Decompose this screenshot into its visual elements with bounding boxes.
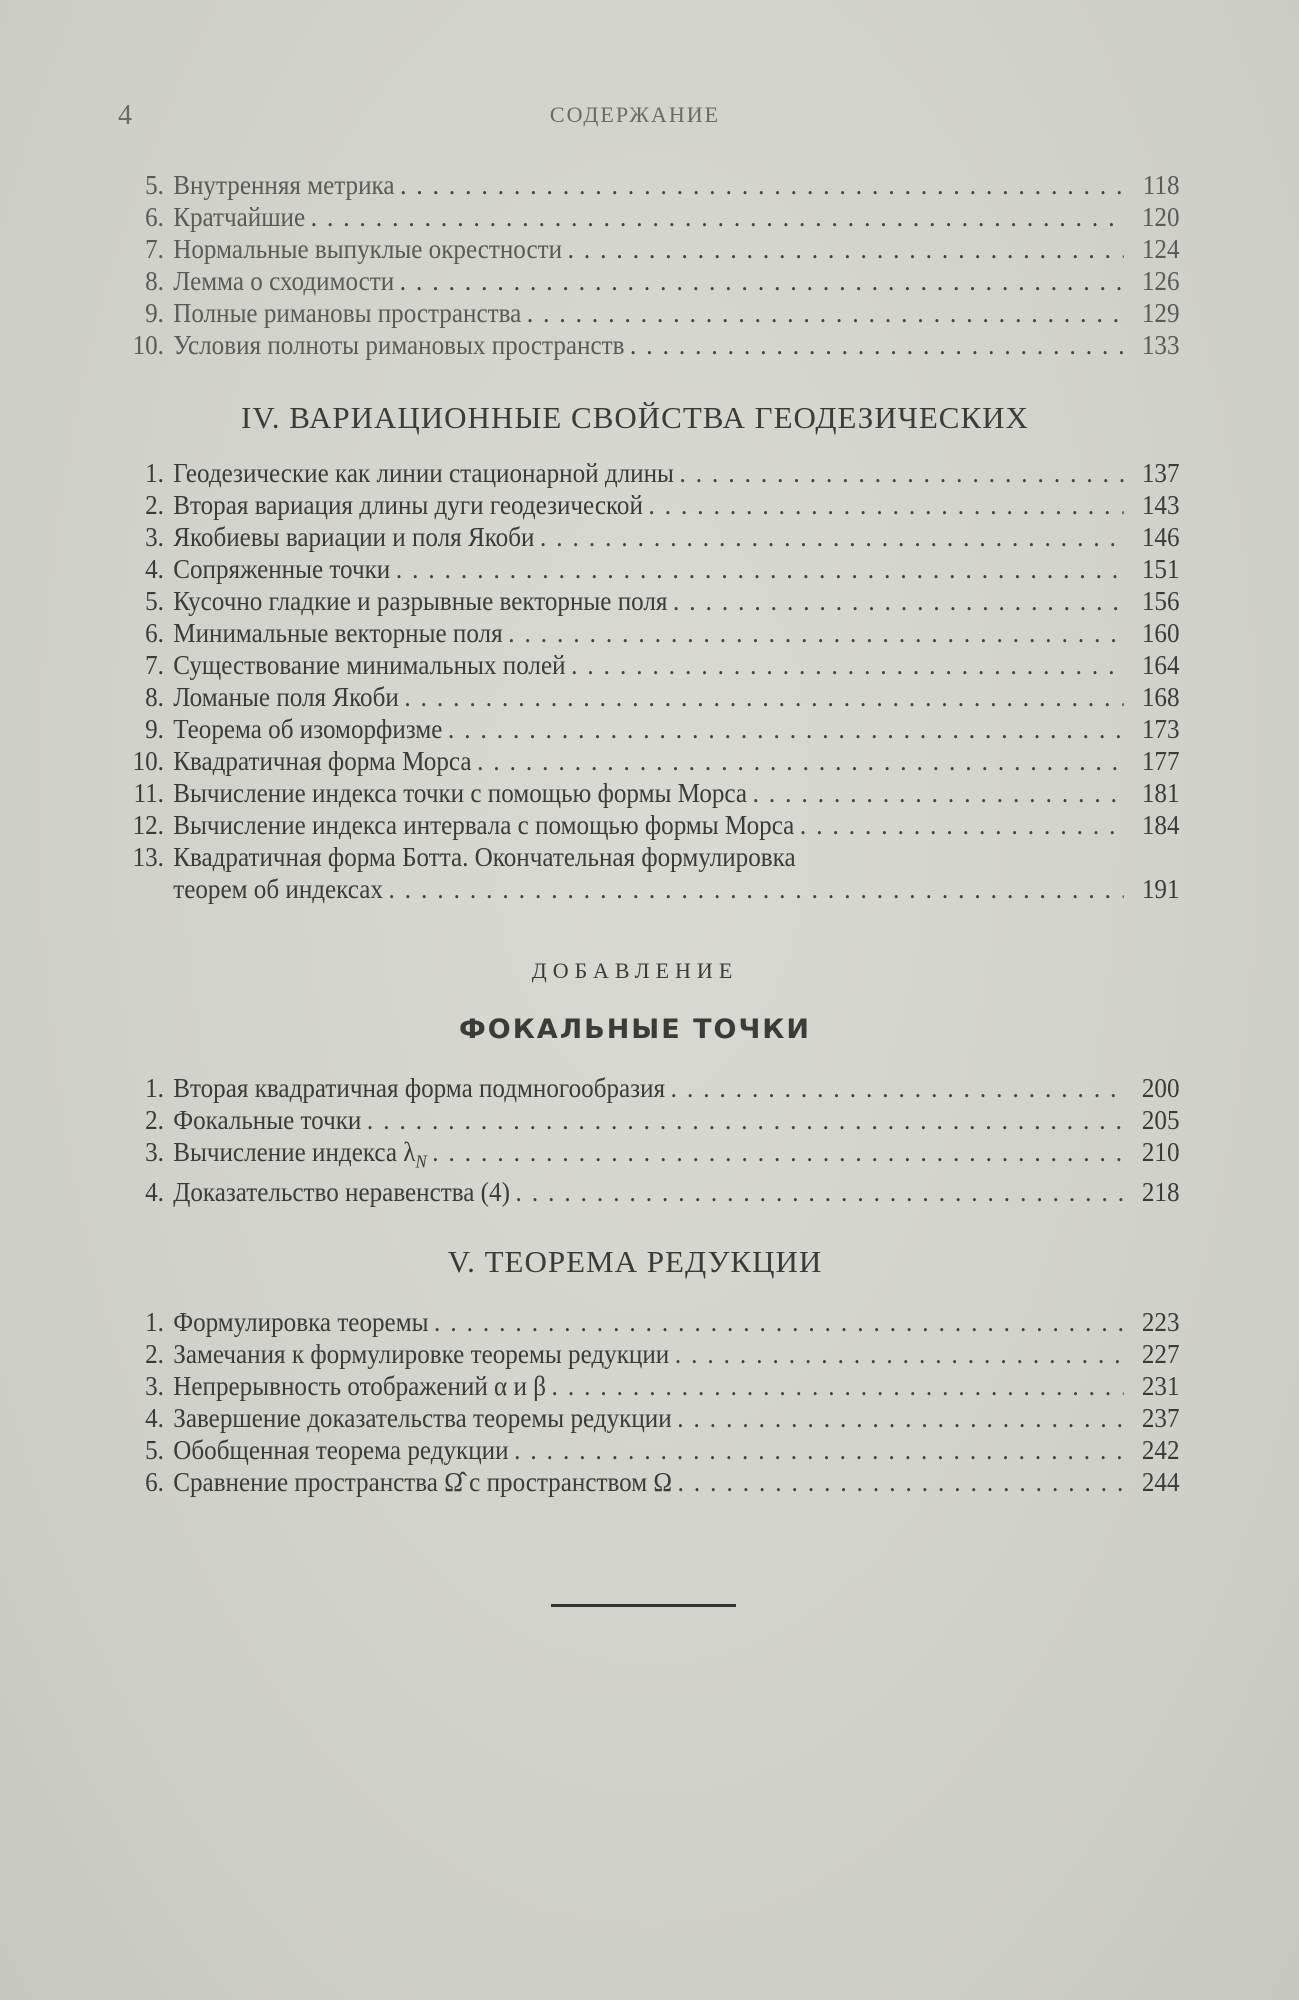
toc-entry bbox=[110, 874, 1180, 906]
toc-entry bbox=[110, 298, 1180, 330]
dot-leader bbox=[669, 1339, 1123, 1370]
toc-entry-title bbox=[164, 1307, 429, 1338]
dot-leader bbox=[674, 458, 1124, 489]
toc-entry-page: 151 bbox=[1141, 554, 1180, 584]
toc-entry-number: 1. bbox=[145, 1073, 164, 1103]
toc-entry-title bbox=[164, 682, 399, 713]
dot-leader bbox=[442, 714, 1123, 745]
toc-entry-page: 156 bbox=[1141, 586, 1180, 616]
toc-entry bbox=[110, 1177, 1180, 1209]
toc-entry-title-text: Обобщенная теорема редукции bbox=[173, 1435, 509, 1465]
toc-entry bbox=[110, 1339, 1180, 1371]
toc-entry bbox=[110, 714, 1180, 746]
toc-entry bbox=[110, 202, 1180, 234]
dot-leader bbox=[361, 1105, 1123, 1136]
toc-entry-title-text: Лемма о сходимости bbox=[173, 266, 395, 296]
toc-entry-page: 218 bbox=[1141, 1177, 1180, 1207]
toc-entry-number: 3. bbox=[145, 1137, 164, 1167]
toc-entry-number: 12. bbox=[132, 810, 164, 840]
toc-entry bbox=[110, 1371, 1180, 1403]
toc-entry-page: 120 bbox=[1141, 202, 1180, 232]
toc-entry-number: 8. bbox=[145, 266, 164, 296]
toc-entry-page: 146 bbox=[1141, 522, 1180, 552]
toc-entry-number: 10. bbox=[132, 746, 164, 776]
toc-entry-number: 2. bbox=[145, 1105, 164, 1135]
dot-leader bbox=[503, 618, 1124, 649]
toc-entry-title-text: Сравнение пространства Ω̂ с пространством Ω bbox=[173, 1467, 673, 1497]
toc-entry-title bbox=[164, 458, 674, 489]
appendix-label: ДОБАВЛЕНИЕ bbox=[531, 958, 739, 983]
toc-entry-title bbox=[164, 810, 794, 841]
toc-entry-page: 133 bbox=[1141, 330, 1180, 360]
dot-leader bbox=[471, 746, 1123, 777]
dot-leader bbox=[534, 522, 1123, 553]
dot-leader bbox=[624, 330, 1123, 361]
dot-leader bbox=[562, 234, 1124, 265]
toc-entry bbox=[110, 746, 1180, 778]
toc-entry bbox=[110, 1467, 1180, 1499]
toc-entry-number: 4. bbox=[145, 554, 164, 584]
toc-entry-title bbox=[164, 202, 305, 233]
toc-entry-page: 223 bbox=[1141, 1307, 1180, 1337]
toc-entry-title-text: Нормальные выпуклые окрестности bbox=[173, 234, 563, 264]
dot-leader bbox=[394, 266, 1123, 297]
toc-entry-number: 1. bbox=[145, 458, 164, 488]
toc-entry bbox=[110, 618, 1180, 650]
toc-entry-title bbox=[164, 490, 643, 521]
toc-entry-number: 5. bbox=[145, 1435, 164, 1465]
toc-entry-title bbox=[164, 778, 747, 809]
toc-entry-page: 168 bbox=[1141, 682, 1180, 712]
toc-entry-title-text: Завершение доказательства теоремы редукции bbox=[173, 1403, 672, 1433]
toc-entry-title-text: Фокальные точки bbox=[173, 1105, 362, 1135]
chapter-4-heading: IV. ВАРИАЦИОННЫЕ СВОЙСТВА ГЕОДЕЗИЧЕСКИХ bbox=[241, 400, 1029, 435]
appendix-heading: ФОКАЛЬНЫЕ ТОЧКИ bbox=[459, 1014, 811, 1045]
toc-entry-page: 126 bbox=[1141, 266, 1180, 296]
dot-leader bbox=[383, 874, 1124, 905]
toc-entry-title bbox=[164, 1403, 672, 1434]
dot-leader bbox=[672, 1467, 1124, 1498]
toc-entry bbox=[110, 490, 1180, 522]
toc-entry-title-text: Доказательство неравенства (4) bbox=[173, 1177, 510, 1207]
toc-entry-title bbox=[164, 1105, 361, 1136]
toc-entry bbox=[110, 810, 1180, 842]
toc-entry-page: 164 bbox=[1141, 650, 1180, 680]
toc-entry-number: 11. bbox=[133, 778, 164, 808]
toc-entry-title bbox=[164, 522, 534, 553]
toc-entry-page: 143 bbox=[1141, 490, 1180, 520]
running-head: СОДЕРЖАНИЕ bbox=[549, 102, 721, 127]
toc-entry-title-text: Внутренняя метрика bbox=[173, 170, 395, 200]
toc-entry bbox=[110, 682, 1180, 714]
toc-entry-page: 184 bbox=[1141, 810, 1180, 840]
toc-entry-page: 200 bbox=[1141, 1073, 1180, 1103]
toc-entry bbox=[110, 1435, 1180, 1467]
toc-entry-number: 2. bbox=[145, 490, 164, 520]
toc-entry-number: 10. bbox=[132, 330, 164, 360]
toc-entry-title-text: Полные римановы пространства bbox=[173, 298, 522, 328]
toc-entry-number: 13. bbox=[132, 842, 164, 872]
toc-entry-page: 227 bbox=[1141, 1339, 1180, 1369]
dot-leader bbox=[399, 682, 1124, 713]
dot-leader bbox=[665, 1073, 1124, 1104]
toc-entry-page: 137 bbox=[1141, 458, 1180, 488]
toc-entry-title bbox=[164, 1137, 427, 1172]
toc-entry bbox=[110, 842, 1180, 874]
toc-entry bbox=[110, 1137, 1180, 1177]
toc-entry bbox=[110, 266, 1180, 298]
toc-entry-title-text: Формулировка теоремы bbox=[173, 1307, 429, 1337]
toc-entry-number: 3. bbox=[145, 1371, 164, 1401]
toc-entry-title bbox=[164, 234, 562, 265]
toc-entry-title bbox=[164, 1339, 669, 1370]
dot-leader bbox=[305, 202, 1124, 233]
toc-entry-title-text: Вторая вариация длины дуги геодезической bbox=[173, 490, 643, 520]
toc-entry-number: 5. bbox=[145, 170, 164, 200]
toc-entry-page: 237 bbox=[1141, 1403, 1180, 1433]
dot-leader bbox=[394, 170, 1123, 201]
dot-leader bbox=[510, 1177, 1124, 1208]
toc-entry-title bbox=[164, 618, 503, 649]
toc-entry-page: 173 bbox=[1141, 714, 1180, 744]
toc-entry-title bbox=[164, 1371, 546, 1402]
dot-leader bbox=[747, 778, 1124, 809]
toc-entry-number: 8. bbox=[145, 682, 164, 712]
toc-entry-title bbox=[164, 330, 625, 361]
toc-entry-page: 191 bbox=[1141, 874, 1180, 904]
toc-entry-page: 244 bbox=[1141, 1467, 1180, 1497]
dot-leader bbox=[428, 1307, 1123, 1338]
toc-entry-title-text: Геодезические как линии стационарной длины bbox=[173, 458, 674, 488]
toc-entry-title bbox=[164, 746, 472, 777]
toc-entry-page: 242 bbox=[1141, 1435, 1180, 1465]
toc-entry-title-text: Вычисление индекса точки с помощью формы Морса bbox=[173, 778, 748, 808]
toc-entry-title bbox=[164, 266, 394, 297]
page-number: 4 bbox=[118, 100, 132, 131]
toc-entry-title-text: теорем об индексах bbox=[173, 874, 383, 904]
toc-entry-number: 9. bbox=[145, 714, 164, 744]
toc-entry bbox=[110, 170, 1180, 202]
toc-entry bbox=[110, 330, 1180, 362]
toc-entry-title-text: Квадратичная форма Ботта. Окончательная формулировка bbox=[173, 842, 796, 872]
toc-entry bbox=[110, 1307, 1180, 1339]
toc-entry bbox=[110, 458, 1180, 490]
toc-entry-page: 205 bbox=[1141, 1105, 1180, 1135]
toc-entry-title-text: Ломаные поля Якоби bbox=[173, 682, 399, 712]
toc-entry-title bbox=[164, 1435, 509, 1466]
toc-entry-number: 9. bbox=[145, 298, 164, 328]
toc-entry-number: 7. bbox=[145, 234, 164, 264]
dot-leader bbox=[427, 1137, 1124, 1168]
toc-entry bbox=[110, 234, 1180, 266]
toc-entry-page: 210 bbox=[1141, 1137, 1180, 1167]
toc-entry-title bbox=[164, 298, 521, 329]
toc-entry-number: 1. bbox=[145, 1307, 164, 1337]
toc-entry-number: 5. bbox=[145, 586, 164, 616]
toc-entry-number: 4. bbox=[145, 1403, 164, 1433]
toc-entry-title bbox=[164, 170, 395, 201]
toc-entry-number: 6. bbox=[145, 618, 164, 648]
toc-entry-title-text: Кусочно гладкие и разрывные векторные поля bbox=[173, 586, 668, 616]
toc-entry-title-text: Условия полноты римановых пространств bbox=[173, 330, 625, 360]
toc-entry-page: 181 bbox=[1141, 778, 1180, 808]
toc-entry bbox=[110, 586, 1180, 618]
toc-entry bbox=[110, 1403, 1180, 1435]
toc-entry-page: 231 bbox=[1141, 1371, 1180, 1401]
toc-entry-title-text: Замечания к формулировке теоремы редукции bbox=[173, 1339, 670, 1369]
toc-entry-page: 129 bbox=[1141, 298, 1180, 328]
toc-entry-title-text: Вычисление индекса интервала с помощью формы Морса bbox=[173, 810, 795, 840]
toc-list-chapter-3 bbox=[110, 170, 1180, 362]
dot-leader bbox=[521, 298, 1123, 329]
dot-leader bbox=[667, 586, 1123, 617]
toc-entry-number: 6. bbox=[145, 202, 164, 232]
toc-entry-title-text: Вычисление индекса λ bbox=[173, 1137, 416, 1167]
toc-entry-title bbox=[164, 1073, 665, 1104]
dot-leader bbox=[566, 650, 1124, 681]
dot-leader bbox=[643, 490, 1124, 521]
toc-entry-title bbox=[164, 1177, 510, 1208]
toc-entry-title bbox=[164, 874, 383, 905]
toc-entry-title-text: Кратчайшие bbox=[173, 202, 306, 232]
toc-entry-title bbox=[164, 650, 566, 681]
toc-entry-title-text: Сопряженные точки bbox=[173, 554, 391, 584]
toc-entry-number: 6. bbox=[145, 1467, 164, 1497]
toc-entry-title-text: Непрерывность отображений α и β bbox=[173, 1371, 546, 1401]
toc-entry-title-text: Теорема об изоморфизме bbox=[173, 714, 443, 744]
toc-entry-page: 160 bbox=[1141, 618, 1180, 648]
toc-entry bbox=[110, 522, 1180, 554]
dot-leader bbox=[672, 1403, 1124, 1434]
toc-entry-title bbox=[164, 554, 390, 585]
toc-entry bbox=[110, 778, 1180, 810]
dot-leader bbox=[794, 810, 1123, 841]
toc-entry-number: 4. bbox=[145, 1177, 164, 1207]
toc-entry-title-text: Вторая квадратичная форма подмногообразия bbox=[173, 1073, 666, 1103]
toc-entry bbox=[110, 650, 1180, 682]
toc-entry-title-text: Квадратичная форма Морса bbox=[173, 746, 472, 776]
end-rule-divider bbox=[551, 1604, 736, 1607]
toc-entry bbox=[110, 1105, 1180, 1137]
dot-leader bbox=[509, 1435, 1124, 1466]
toc-entry-number: 2. bbox=[145, 1339, 164, 1369]
toc-entry-number: 7. bbox=[145, 650, 164, 680]
dot-leader bbox=[546, 1371, 1124, 1402]
toc-entry-page: 177 bbox=[1141, 746, 1180, 776]
toc-entry-title-text: Якобиевы вариации и поля Якоби bbox=[173, 522, 535, 552]
toc-list-appendix bbox=[110, 1073, 1180, 1209]
toc-entry-title-text: Минимальные векторные поля bbox=[173, 618, 503, 648]
toc-entry-title bbox=[164, 714, 442, 745]
toc-entry-page: 118 bbox=[1142, 170, 1180, 200]
toc-entry-title-text: Существование минимальных полей bbox=[173, 650, 566, 680]
chapter-5-heading: V. ТЕОРЕМА РЕДУКЦИИ bbox=[447, 1244, 823, 1279]
subscript: N bbox=[415, 1151, 427, 1172]
toc-entry-title bbox=[164, 586, 668, 617]
toc-list-chapter-4 bbox=[110, 458, 1180, 906]
toc-entry bbox=[110, 1073, 1180, 1105]
toc-entry-title bbox=[164, 842, 796, 873]
dot-leader bbox=[390, 554, 1123, 585]
toc-entry-page: 124 bbox=[1141, 234, 1180, 264]
toc-entry bbox=[110, 554, 1180, 586]
toc-entry-number: 3. bbox=[145, 522, 164, 552]
toc-entry-title bbox=[164, 1467, 672, 1498]
toc-list-chapter-5 bbox=[110, 1307, 1180, 1499]
